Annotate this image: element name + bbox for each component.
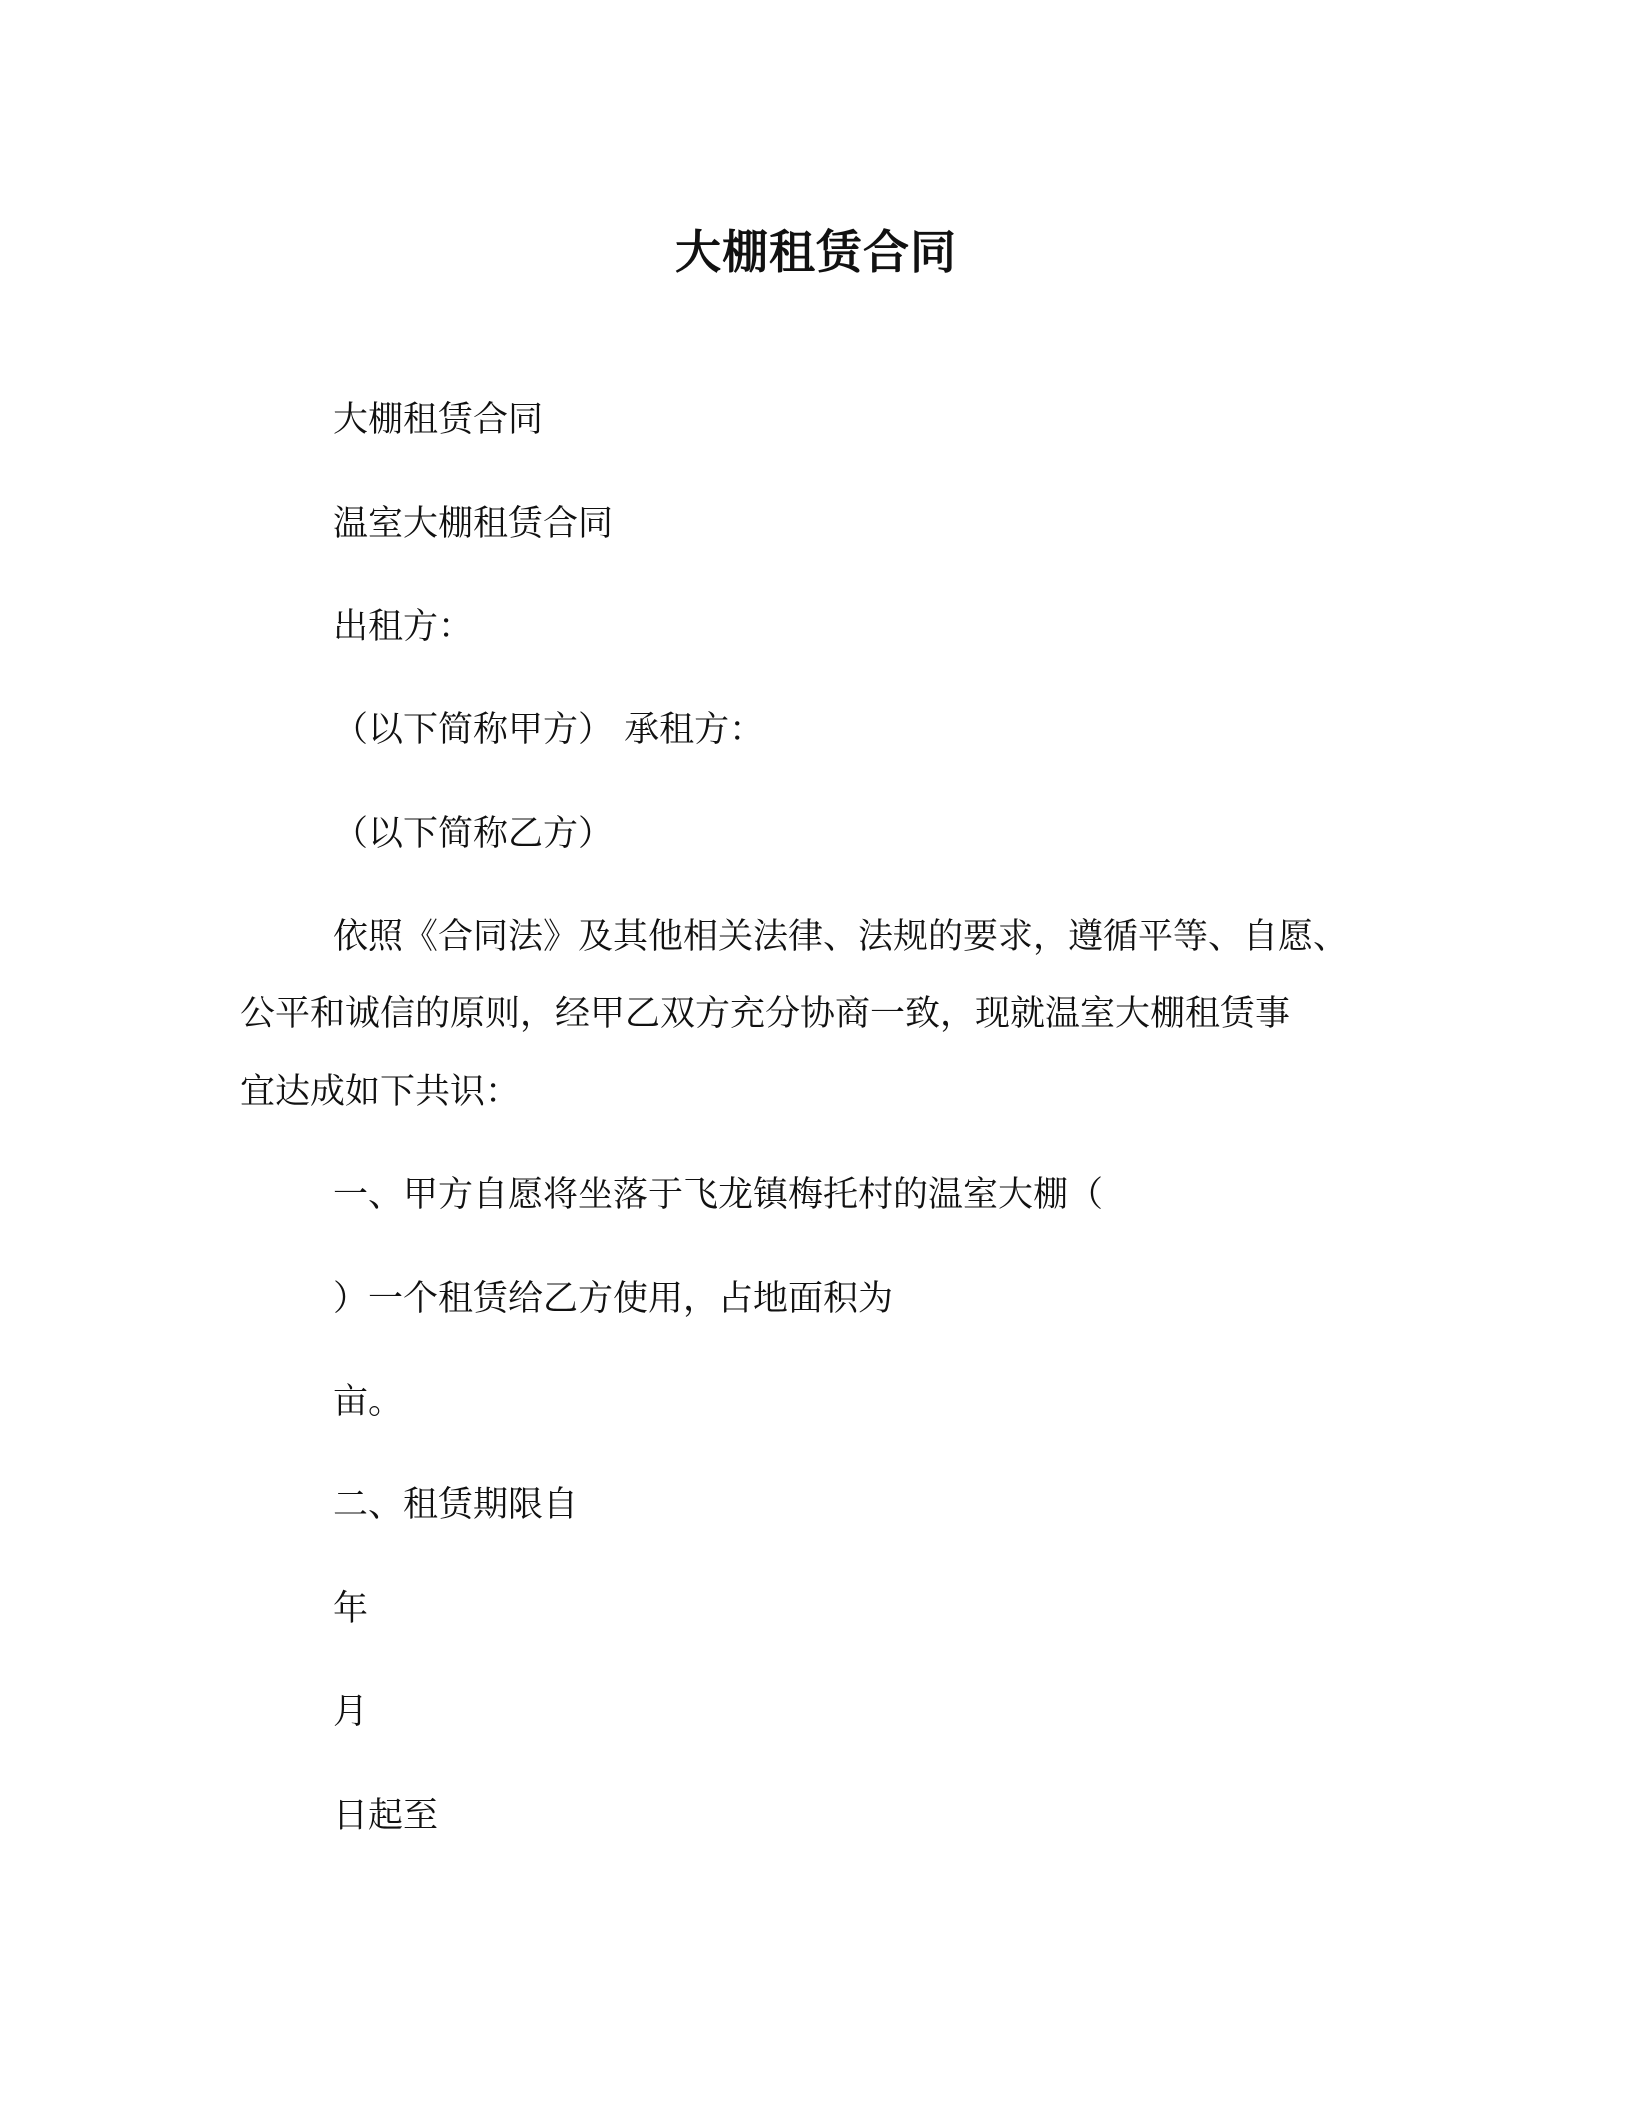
text-line: 月 xyxy=(333,1692,369,1732)
text-line: 亩。 xyxy=(333,1382,404,1422)
text-line: 日起至 xyxy=(333,1796,439,1836)
text-line: （以下简称乙方） xyxy=(333,814,614,854)
document-title: 大棚租赁合同 xyxy=(675,225,957,279)
text-line: 一、甲方自愿将坐落于飞龙镇梅托村的温室大棚（ xyxy=(333,1175,1104,1215)
text-line: 年 xyxy=(333,1589,369,1629)
text-line: 宜达成如下共识： xyxy=(240,1072,521,1112)
text-line: （以下简称甲方） 承租方： xyxy=(333,710,765,750)
text-line: 二、租赁期限自 xyxy=(333,1485,579,1525)
text-line: ）一个租赁给乙方使用，占地面积为 xyxy=(333,1279,894,1319)
text-line: 出租方： xyxy=(333,607,474,647)
text-line: 温室大棚租赁合同 xyxy=(333,504,614,544)
text-line: 公平和诚信的原则，经甲乙双方充分协商一致，现就温室大棚租赁事 xyxy=(240,994,1291,1034)
text-line: 依照《合同法》及其他相关法律、法规的要求，遵循平等、自愿、 xyxy=(333,917,1349,957)
text-line: 大棚租赁合同 xyxy=(333,400,544,440)
